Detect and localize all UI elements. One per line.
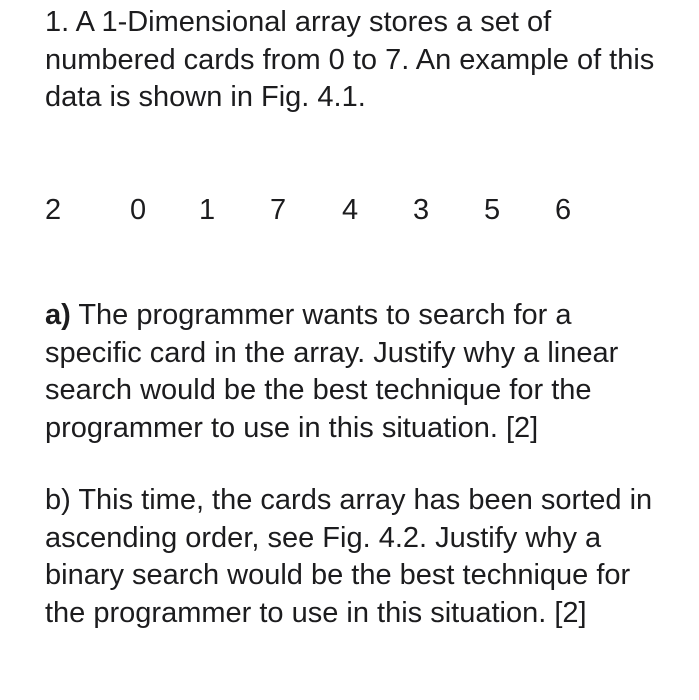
card-value: 2 [45,194,62,226]
card-value: 7 [270,194,287,226]
part-a-label: a) [45,299,71,331]
card-value: 0 [130,194,147,226]
question-part-b: b) This time, the cards array has been sorted in ascending order, see Fig. 4.2. Justify why a binary search would be the best technique for the programmer to use in this situation. [2] [45,484,653,629]
card-array [0,192,699,232]
card-value: 1 [199,194,216,226]
card-value: 6 [555,194,572,226]
question-part-a [45,297,665,447]
card-value: 4 [342,194,359,226]
question-intro: 1. A 1-Dimensional array stores a set of numbered cards from 0 to 7. An example of this data is shown in Fig. 4.1. [45,6,655,113]
part-a-text: The programmer wants to search for a specific card in the array. Justify why a linear search would be the best technique for the programmer to use in this situation. [2] [45,299,619,444]
card-value: 5 [484,194,501,226]
card-value: 3 [413,194,430,226]
